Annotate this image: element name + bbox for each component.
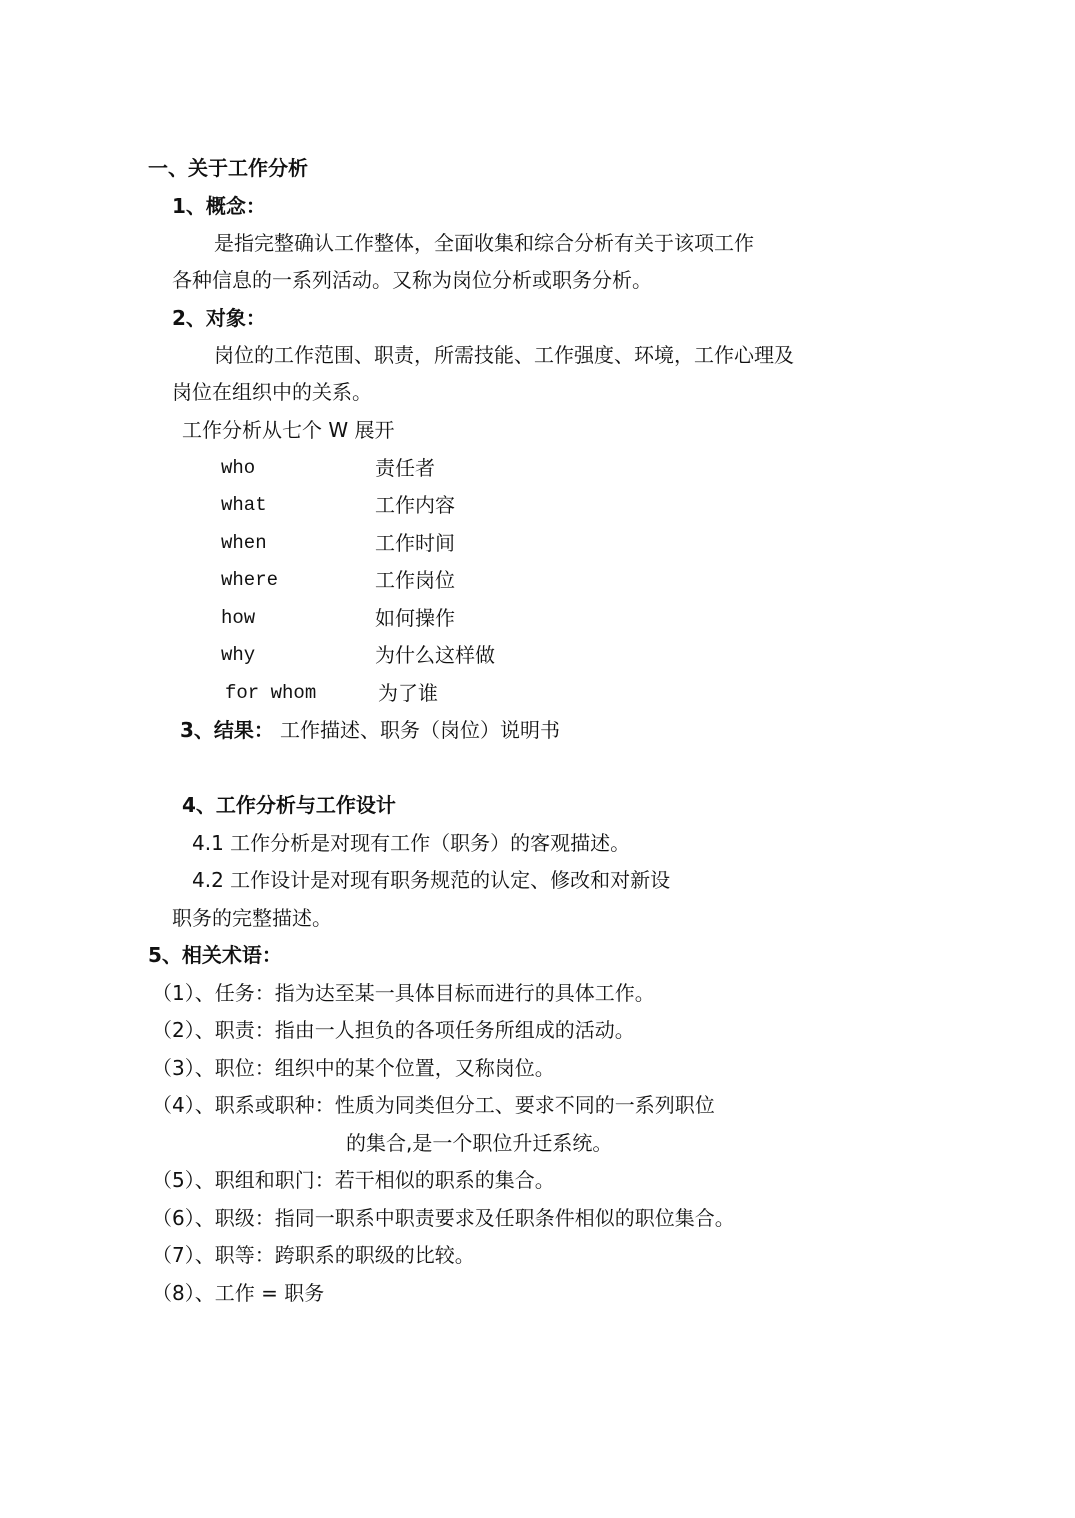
seven-w-en: for whom — [225, 682, 317, 704]
object-text-line2: 岗位在组织中的关系。 — [172, 380, 372, 404]
seven-w-en: why — [221, 644, 256, 666]
seven-w-en: who — [221, 457, 256, 479]
section-heading: 一、关于工作分析 — [148, 156, 308, 180]
design-heading: 4、工作分析与工作设计 — [182, 793, 396, 817]
design-item-2-line1: 4.2 工作设计是对现有职务规范的认定、修改和对新设 — [192, 868, 671, 892]
seven-w-intro: 工作分析从七个 W 展开 — [182, 418, 395, 442]
object-text-line1: 岗位的工作范围、职责，所需技能、工作强度、环境，工作心理及 — [214, 343, 794, 367]
term-item: （3）、职位：组织中的某个位置，又称岗位。 — [152, 1056, 555, 1080]
term-item: （5）、职组和职门：若干相似的职系的集合。 — [152, 1168, 555, 1192]
concept-text-line1: 是指完整确认工作整体，全面收集和综合分析有关于该项工作 — [214, 231, 754, 255]
design-item-2-line2: 职务的完整描述。 — [172, 906, 332, 930]
seven-w-en: where — [221, 569, 279, 591]
term-item: （4）、职系或职种：性质为同类但分工、要求不同的一系列职位 — [152, 1093, 715, 1117]
term-item: （2）、职责：指由一人担负的各项任务所组成的活动。 — [152, 1018, 635, 1042]
term-item: （1）、任务：指为达至某一具体目标而进行的具体工作。 — [152, 981, 655, 1005]
seven-w-cn: 工作岗位 — [375, 568, 455, 592]
seven-w-cn: 工作内容 — [375, 493, 455, 517]
design-item-1: 4.1 工作分析是对现有工作（职务）的客观描述。 — [192, 831, 631, 855]
seven-w-cn: 责任者 — [375, 456, 435, 480]
seven-w-en: when — [221, 532, 267, 554]
term-item: （6）、职级：指同一职系中职责要求及任职条件相似的职位集合。 — [152, 1206, 735, 1230]
seven-w-en: what — [221, 494, 267, 516]
term-item-continuation: 的集合,是一个职位升迁系统。 — [346, 1131, 613, 1155]
seven-w-cn: 如何操作 — [375, 606, 455, 630]
seven-w-cn: 为什么这样做 — [375, 643, 495, 667]
concept-text-line2: 各种信息的一系列活动。又称为岗位分析或职务分析。 — [172, 268, 652, 292]
term-item: （8）、工作 = 职务 — [152, 1281, 325, 1305]
seven-w-cn: 工作时间 — [375, 531, 455, 555]
result-heading: 3、结果： — [180, 718, 274, 742]
seven-w-cn: 为了谁 — [378, 681, 438, 705]
object-heading: 2、对象： — [172, 306, 266, 330]
term-item: （7）、职等：跨职系的职级的比较。 — [152, 1243, 475, 1267]
concept-heading: 1、概念： — [172, 194, 266, 218]
result-text: 工作描述、职务（岗位）说明书 — [280, 718, 560, 742]
terms-heading: 5、相关术语： — [148, 943, 282, 967]
seven-w-en: how — [221, 607, 256, 629]
